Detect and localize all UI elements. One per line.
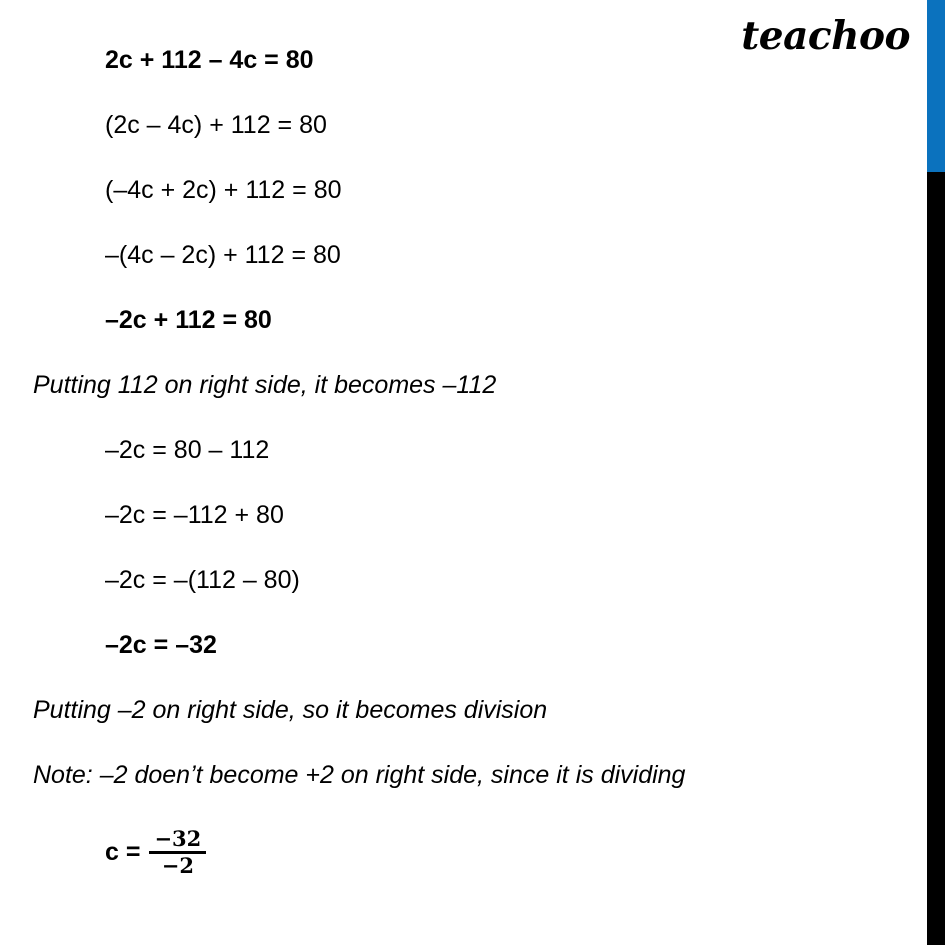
equation-line: 2c + 112 – 4c = 80 — [105, 46, 314, 74]
fraction — [149, 828, 206, 877]
fraction-numerator: −32 — [154, 826, 202, 851]
right-edge-accent-black — [927, 172, 945, 945]
fraction-result — [0, 828, 910, 877]
equation-line: –(4c – 2c) + 112 = 80 — [105, 241, 341, 269]
equation-line: (–4c + 2c) + 112 = 80 — [105, 176, 342, 204]
equation-line: (2c – 4c) + 112 = 80 — [105, 111, 327, 139]
teachoo-logo: teachoo — [741, 13, 910, 59]
right-edge-accent-blue — [927, 0, 945, 172]
fraction-denominator: −2 — [161, 853, 194, 879]
equation-line: –2c = 80 – 112 — [105, 436, 270, 464]
equation-line: –2c = –32 — [105, 631, 217, 659]
fraction-lhs: c = — [105, 838, 141, 867]
equation-line: –2c = –112 + 80 — [105, 501, 284, 529]
explanation-line: Putting 112 on right side, it becomes –112 — [33, 371, 497, 399]
equation-line: –2c = –(112 – 80) — [105, 566, 300, 594]
explanation-line: Putting –2 on right side, so it becomes division — [33, 696, 548, 724]
equation-line: –2c + 112 = 80 — [105, 306, 272, 334]
note-line: Note: –2 doen’t become +2 on right side, since it is dividing — [33, 761, 686, 789]
